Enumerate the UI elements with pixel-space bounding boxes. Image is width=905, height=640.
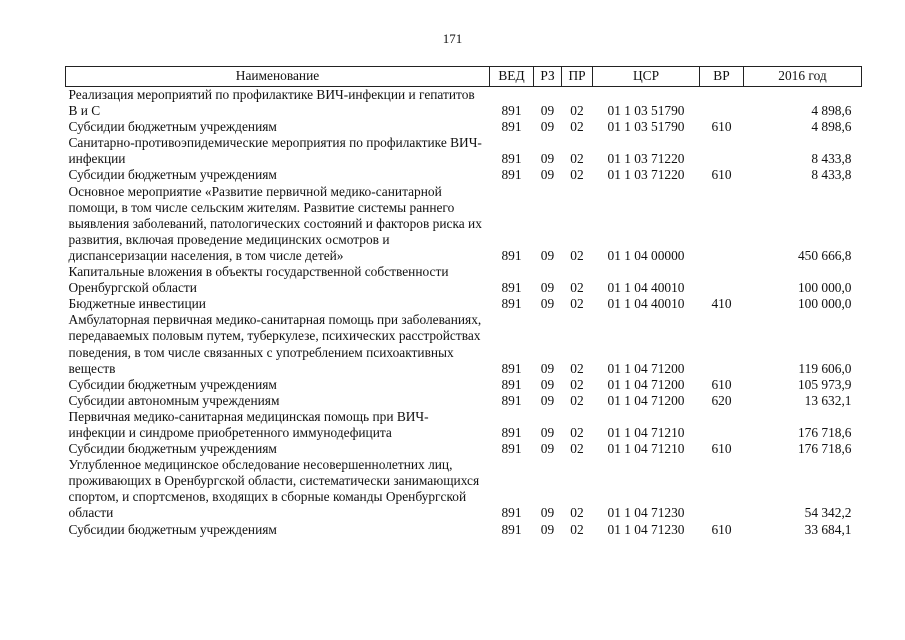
table-body: [66, 87, 862, 538]
row-rz: 09: [540, 521, 555, 537]
row-amount: 4 898,6: [811, 103, 852, 119]
row-amount: 119 606,0: [798, 360, 852, 376]
row-name: Субсидии бюджетным учреждениям: [68, 376, 277, 392]
row-name: Санитарно-противоэпидемические мероприятия по профилактике ВИЧ-инфекции: [68, 135, 482, 167]
row-csr: 01 1 04 71200: [607, 392, 685, 408]
table-row: [66, 409, 862, 441]
row-name: Реализация мероприятий по профилактике ВИЧ-инфекции и гепатитов В и С: [68, 87, 475, 119]
row-ved: 891: [501, 167, 522, 183]
row-ved: 891: [501, 296, 522, 312]
row-csr: 01 1 04 71210: [607, 424, 685, 440]
row-vr: 610: [711, 521, 732, 537]
row-ved: 891: [501, 247, 522, 263]
row-pr: 02: [570, 505, 584, 521]
row-rz: 09: [540, 505, 555, 521]
header-vr: ВР: [700, 67, 744, 87]
row-amount: 8 433,8: [811, 167, 852, 183]
row-vr: [700, 135, 744, 167]
row-rz: 09: [540, 247, 555, 263]
row-amount: 450 666,8: [797, 247, 852, 263]
row-pr: 02: [570, 167, 584, 183]
budget-table: [65, 66, 862, 538]
row-pr: 02: [570, 424, 584, 440]
header-ved: ВЕД: [490, 67, 534, 87]
row-pr: 02: [570, 280, 584, 296]
table-row: [66, 167, 862, 183]
table-row: [66, 87, 862, 120]
table-row: [66, 457, 862, 521]
header-name: Наименование: [66, 67, 490, 87]
header-csr: ЦСР: [593, 67, 700, 87]
row-vr: 610: [711, 167, 732, 183]
row-pr: 02: [570, 296, 584, 312]
row-pr: 02: [570, 360, 584, 376]
row-pr: 02: [570, 521, 584, 537]
row-rz: 09: [540, 103, 555, 119]
table-row: [66, 377, 862, 393]
row-vr: [700, 184, 744, 264]
row-ved: 891: [501, 441, 522, 457]
table-row: [66, 184, 862, 264]
row-name: Углубленное медицинское обследование несовершеннолетних лиц, проживающих в Оренбургской области, систематически занимающихся спортом, и спортсменов, входящих в сборные команды Оренбургской области: [68, 457, 480, 521]
row-amount: 8 433,8: [811, 151, 852, 167]
row-vr: 610: [711, 376, 732, 392]
table-row: [66, 135, 862, 167]
row-rz: 09: [540, 151, 555, 167]
row-rz: 09: [540, 296, 555, 312]
row-csr: 01 1 03 71220: [607, 151, 685, 167]
row-name: Субсидии бюджетным учреждениям: [68, 119, 277, 135]
row-name: Субсидии бюджетным учреждениям: [68, 521, 277, 537]
row-amount: 13 632,1: [804, 392, 852, 408]
row-amount: 100 000,0: [797, 296, 852, 312]
row-name: Субсидии автономным учреждениям: [68, 392, 280, 408]
row-csr: 01 1 04 40010: [607, 280, 685, 296]
header-year: 2016 год: [744, 67, 862, 87]
row-csr: 01 1 04 71200: [607, 360, 685, 376]
row-csr: 01 1 03 71220: [607, 167, 685, 183]
row-rz: 09: [540, 424, 555, 440]
row-csr: 01 1 04 71200: [607, 376, 685, 392]
row-amount: 176 718,6: [797, 441, 852, 457]
row-vr: 620: [711, 392, 732, 408]
row-ved: 891: [501, 376, 522, 392]
row-ved: 891: [501, 505, 522, 521]
row-amount: 4 898,6: [811, 119, 852, 135]
row-rz: 09: [540, 119, 555, 135]
row-name: Бюджетные инвестиции: [68, 296, 206, 312]
row-name: Основное мероприятие «Развитие первичной медико-санитарной помощи, в том числе сельским жителям. Развитие системы раннего выявления заболеваний, патологических состояний и факторов риска их развития, включая проведение медицинских осмотров и диспансеризации населения, в том числе детей»: [68, 183, 482, 263]
row-ved: 891: [501, 392, 522, 408]
row-pr: 02: [570, 376, 584, 392]
row-vr: [700, 312, 744, 376]
row-rz: 09: [540, 167, 555, 183]
row-ved: 891: [501, 151, 522, 167]
header-rz: РЗ: [534, 67, 562, 87]
row-pr: 02: [570, 119, 584, 135]
row-vr: 610: [711, 119, 732, 135]
row-vr: [700, 264, 744, 296]
row-vr: [700, 409, 744, 441]
row-pr: 02: [570, 151, 584, 167]
header-pr: ПР: [562, 67, 593, 87]
row-vr: 610: [711, 441, 732, 457]
row-vr: [700, 87, 744, 120]
row-name: Первичная медико-санитарная медицинская помощь при ВИЧ-инфекции и синдроме приобретенного иммунодефицита: [68, 408, 429, 440]
row-csr: 01 1 04 71210: [607, 441, 685, 457]
row-rz: 09: [540, 360, 555, 376]
row-amount: 33 684,1: [804, 521, 852, 537]
row-csr: 01 1 04 71230: [607, 521, 685, 537]
row-csr: 01 1 03 51790: [607, 103, 685, 119]
row-amount: 105 973,9: [797, 376, 852, 392]
row-vr: [700, 457, 744, 521]
row-pr: 02: [570, 392, 584, 408]
row-name: Капитальные вложения в объекты государственной собственности Оренбургской области: [68, 264, 449, 296]
table-row: [66, 296, 862, 312]
row-rz: 09: [540, 392, 555, 408]
row-amount: 100 000,0: [797, 280, 852, 296]
row-rz: 09: [540, 280, 555, 296]
row-csr: 01 1 04 40010: [607, 296, 685, 312]
row-ved: 891: [501, 280, 522, 296]
row-amount: 176 718,6: [797, 424, 852, 440]
row-ved: 891: [501, 424, 522, 440]
row-pr: 02: [570, 103, 584, 119]
row-ved: 891: [501, 119, 522, 135]
row-ved: 891: [501, 360, 522, 376]
page-number: 171: [442, 31, 463, 46]
table-row: [66, 264, 862, 296]
table-row: [66, 393, 862, 409]
row-amount: 54 342,2: [804, 505, 852, 521]
row-ved: 891: [501, 521, 522, 537]
row-name: Амбулаторная первичная медико-санитарная помощь при заболеваниях, передаваемых половым путем, туберкулезе, психических расстройствах поведения, в том числе связанных с употреблением психоактивных веществ: [68, 312, 482, 376]
row-csr: 01 1 04 00000: [607, 247, 685, 263]
row-csr: 01 1 04 71230: [607, 505, 685, 521]
table-row: [66, 441, 862, 457]
table-row: [66, 312, 862, 376]
row-rz: 09: [540, 376, 555, 392]
row-name: Субсидии бюджетным учреждениям: [68, 441, 277, 457]
table-row: [66, 522, 862, 538]
table-header: [66, 67, 862, 87]
row-ved: 891: [501, 103, 522, 119]
row-name: Субсидии бюджетным учреждениям: [68, 167, 277, 183]
row-csr: 01 1 03 51790: [607, 119, 685, 135]
row-vr: 410: [711, 296, 732, 312]
row-pr: 02: [570, 247, 584, 263]
table-row: [66, 119, 862, 135]
row-rz: 09: [540, 441, 555, 457]
row-pr: 02: [570, 441, 584, 457]
